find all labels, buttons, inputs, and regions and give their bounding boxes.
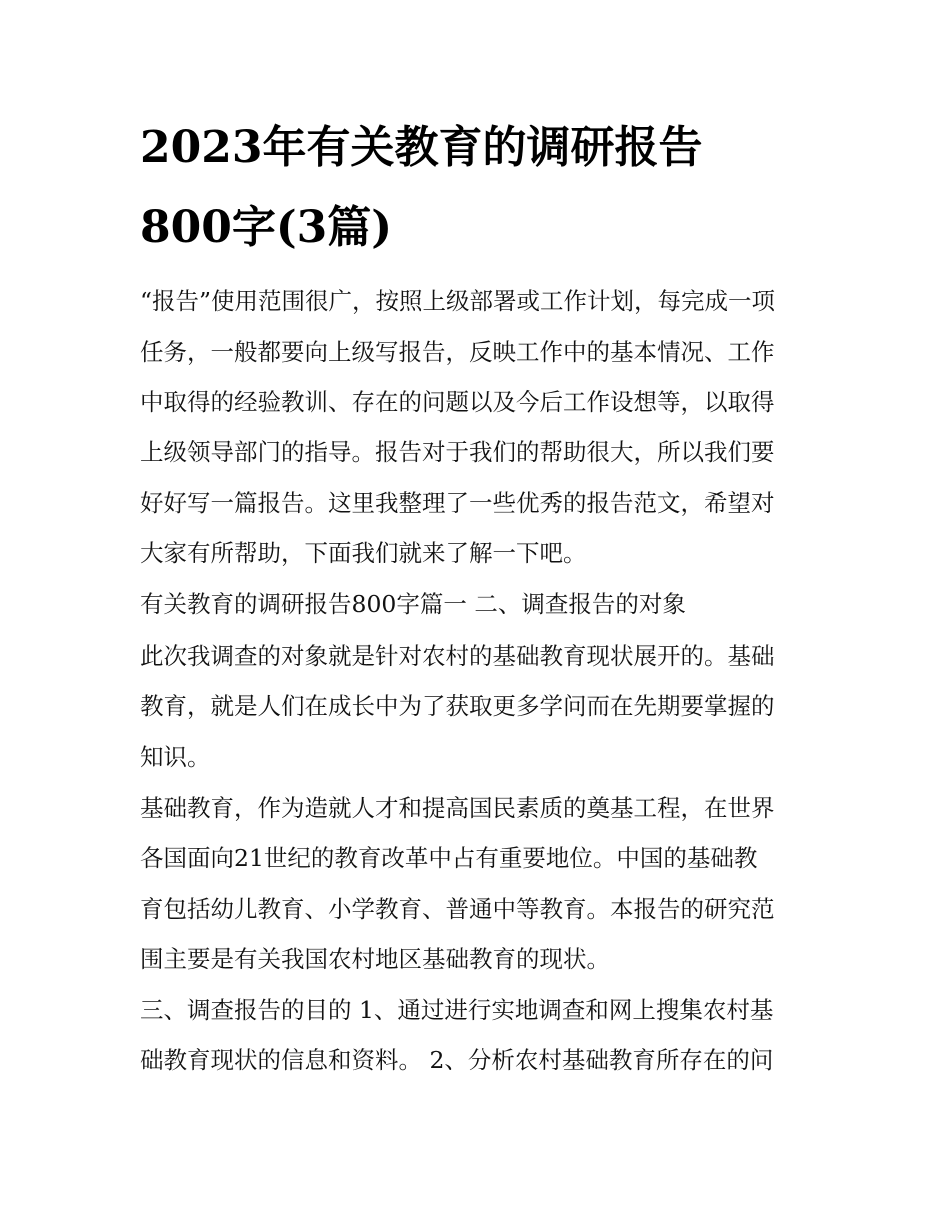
body-text-line: 好好写一篇报告。这里我整理了一些优秀的报告范文，希望对 bbox=[140, 489, 775, 517]
document-title-line-2: 800字(3篇) bbox=[140, 202, 393, 253]
body-text-line: 础教育现状的信息和资料。 2、分析农村基础教育所存在的问 bbox=[140, 1046, 774, 1074]
section-heading: 有关教育的调研报告800字篇一 二、调查报告的对象 bbox=[140, 590, 686, 618]
body-text-line: 各国面向21世纪的教育改革中占有重要地位。中国的基础教 bbox=[140, 844, 758, 872]
body-text-line: 教育，就是人们在成长中为了获取更多学问而在先期要掌握的 bbox=[140, 692, 775, 720]
body-text-line: 育包括幼儿教育、小学教育、普通中等教育。本报告的研究范 bbox=[140, 895, 775, 923]
body-text-line: 此次我调查的对象就是针对农村的基础教育现状展开的。基础 bbox=[140, 642, 775, 670]
body-text-line: 大家有所帮助，下面我们就来了解一下吧。 bbox=[140, 539, 587, 567]
body-text-line: 任务，一般都要向上级写报告，反映工作中的基本情况、工作 bbox=[140, 338, 775, 366]
body-text-line: 三、调查报告的目的 1、通过进行实地调查和网上搜集农村基 bbox=[140, 996, 774, 1024]
body-text-line: 基础教育，作为造就人才和提高国民素质的奠基工程，在世界 bbox=[140, 794, 775, 822]
document-title-line-1: 2023年有关教育的调研报告 bbox=[140, 122, 703, 173]
body-text-line: 知识。 bbox=[140, 743, 211, 771]
body-text-line: 中取得的经验教训、存在的问题以及今后工作设想等，以取得 bbox=[140, 388, 775, 416]
body-text-line: “报告”使用范围很广，按照上级部署或工作计划，每完成一项 bbox=[140, 287, 776, 315]
body-text-line: 上级领导部门的指导。报告对于我们的帮助很大，所以我们要 bbox=[140, 438, 775, 466]
body-text-line: 围主要是有关我国农村地区基础教育的现状。 bbox=[140, 945, 610, 973]
